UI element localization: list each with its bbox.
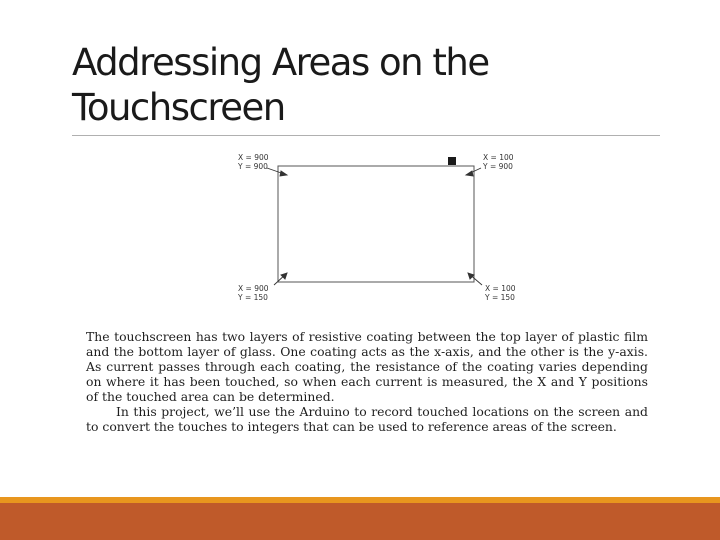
body-paragraph-1: The touchscreen has two layers of resistive coating between the top layer of plastic film and the bottom layer of glass. One coating acts as the x-axis, and the other is the y-axis. As current passes through each coating, the resistance of the coating varies depending on where it has been touched, so when each current is measured, the X and Y positions of the touched area can be determined. (86, 329, 648, 404)
body-paragraph-2: In this project, we’ll use the Arduino to record touched locations on the screen and to convert the touches to integers that can be used to reference areas of the screen. (86, 404, 648, 434)
touchscreen-diagram (230, 150, 520, 305)
label-top-left-y: Y = 900 (238, 162, 268, 171)
corner-marker-icon (448, 157, 456, 165)
label-bottom-right-x: X = 100 (485, 284, 516, 293)
slide-title (72, 40, 652, 130)
label-bottom-right-y: Y = 150 (485, 293, 515, 302)
footer-bar (0, 503, 720, 540)
label-bottom-left-x: X = 900 (238, 284, 269, 293)
screen-outline (278, 166, 474, 282)
label-bottom-left-y: Y = 150 (238, 293, 268, 302)
slide-title-line-1: Addressing Areas on the (72, 41, 489, 84)
arrowhead-top-right (466, 171, 473, 176)
arrowhead-bottom-right (468, 273, 474, 279)
body-text (86, 329, 648, 434)
title-divider (72, 135, 660, 136)
slide-title-line-2: Touchscreen (72, 86, 285, 129)
label-top-right-y: Y = 900 (483, 162, 513, 171)
touchscreen-diagram-svg (230, 150, 520, 305)
arrowhead-top-left (280, 171, 287, 176)
label-top-right-x: X = 100 (483, 153, 514, 162)
label-top-left-x: X = 900 (238, 153, 269, 162)
